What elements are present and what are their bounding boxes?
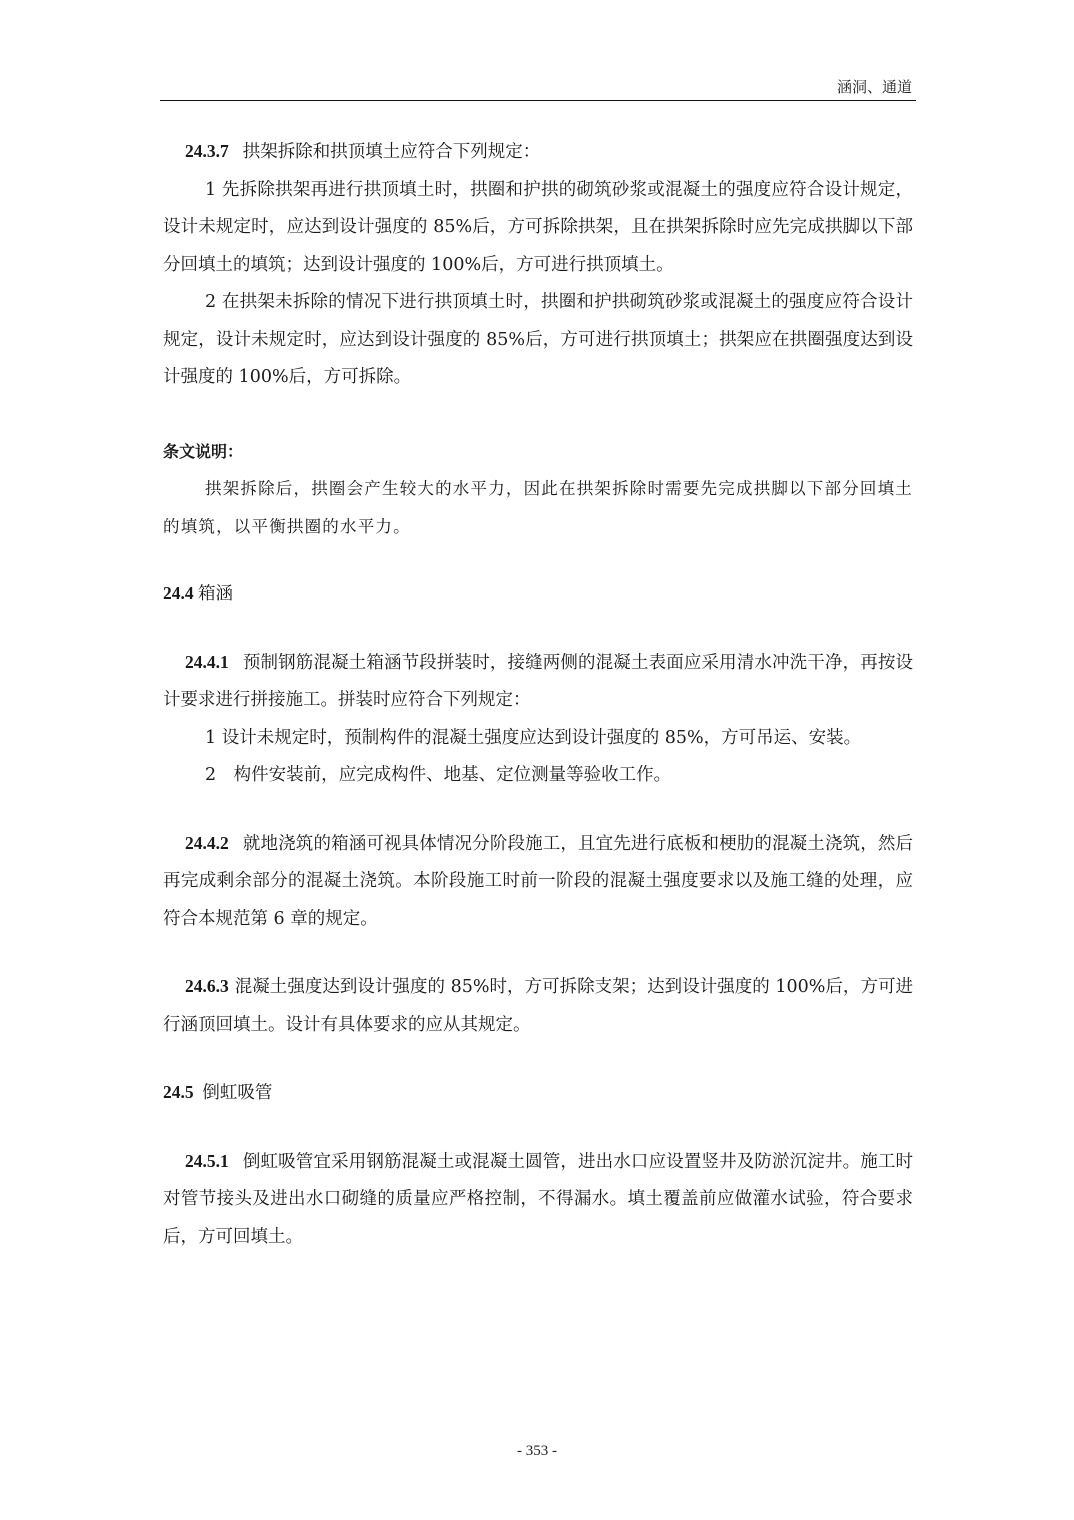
clause-text: 预制钢筋混凝土箱涵节段拼装时，接缝两侧的混凝土表面应采用清水冲洗干净，再按设计要求进行拼接施工。拼装时应符合下列规定： [163, 652, 913, 710]
clause-24-4-2 [163, 825, 913, 939]
clause-text: 就地浇筑的箱涵可视具体情况分阶段施工，且宜先进行底板和梗肋的混凝土浇筑，然后再完成剩余部分的混凝土浇筑。本阶段施工时前一阶段的混凝土强度要求以及施工缝的处理，应符合本规范第 6 章的规定。 [163, 833, 913, 929]
section-heading-24-4 [163, 575, 913, 614]
clause-text: 混凝土强度达到设计强度的 85%时，方可拆除支架；达到设计强度的 100%后，方可进行涵顶回填土。设计有具体要求的应从其规定。 [163, 977, 913, 1035]
page-body [163, 133, 913, 1256]
page-number: - 353 - [517, 1443, 557, 1459]
clause-number: 24.6.3 [185, 976, 229, 996]
clause-item-1: 1 先拆除拱架再进行拱顶填土时，拱圈和护拱的砌筑砂浆或混凝土的强度应符合设计规定，设计未规定时，应达到设计强度的 85%后，方可拆除拱架，且在拱架拆除时应先完成拱脚以下部分回填土的填筑；达到设计强度的 100%后，方可进行拱顶填土。 [163, 179, 913, 275]
running-header-title: 涵洞、通道 [836, 78, 912, 96]
clause-24-3-7 [163, 133, 913, 172]
section-title: 箱涵 [198, 584, 233, 604]
spacer [163, 614, 913, 644]
explanation-text: 拱架拆除后，拱圈会产生较大的水平力，因此在拱架拆除时需要先完成拱脚以下部分回填土的填筑，以平衡拱圈的水平力。 [163, 479, 913, 536]
clause-title: 拱架拆除和拱顶填土应符合下列规定： [242, 142, 541, 162]
clause-24-6-3 [163, 968, 913, 1044]
clause-item-2: 2 在拱架未拆除的情况下进行拱顶填土时，拱圈和护拱砌筑砂浆或混凝土的强度应符合设计规定，设计未规定时，应达到设计强度的 85%后，方可进行拱顶填土；拱架应在拱圈强度达到设计强度的 100%后，方可拆除。 [163, 292, 913, 387]
clause-number: 24.3.7 [185, 141, 229, 161]
section-number: 24.5 [163, 1082, 194, 1102]
spacer [163, 938, 913, 968]
clause-item-1: 1 设计未规定时，预制构件的混凝土强度应达到设计强度的 85%，方可吊运、安装。 [205, 727, 862, 748]
clause-number: 24.4.1 [185, 651, 229, 672]
spacer [163, 397, 913, 433]
clause-24-5-1 [163, 1143, 913, 1257]
clause-text: 倒虹吸管宜采用钢筋混凝土或混凝土圆管，进出水口应设置竖井及防淤沉淀井。施工时对管节接头及进出水口砌缝的质量应严格控制，不得漏水。填土覆盖前应做灌水试验，符合要求后，方可回填土。 [163, 1151, 913, 1247]
spacer [163, 1044, 913, 1074]
explanation-label: 条文说明： [163, 441, 244, 461]
clause-item-2: 2 构件安装前，应完成构件、地基、定位测量等验收工作。 [205, 765, 672, 785]
spacer [163, 1113, 913, 1143]
section-heading-24-5 [163, 1074, 913, 1113]
spacer [163, 545, 913, 575]
header-rule [160, 100, 916, 101]
clause-24-4-1 [163, 644, 913, 720]
clause-number: 24.5.1 [185, 1150, 229, 1171]
section-title: 倒虹吸管 [202, 1083, 273, 1103]
clause-number: 24.4.2 [185, 832, 229, 853]
section-number: 24.4 [163, 583, 194, 603]
spacer [163, 795, 913, 825]
